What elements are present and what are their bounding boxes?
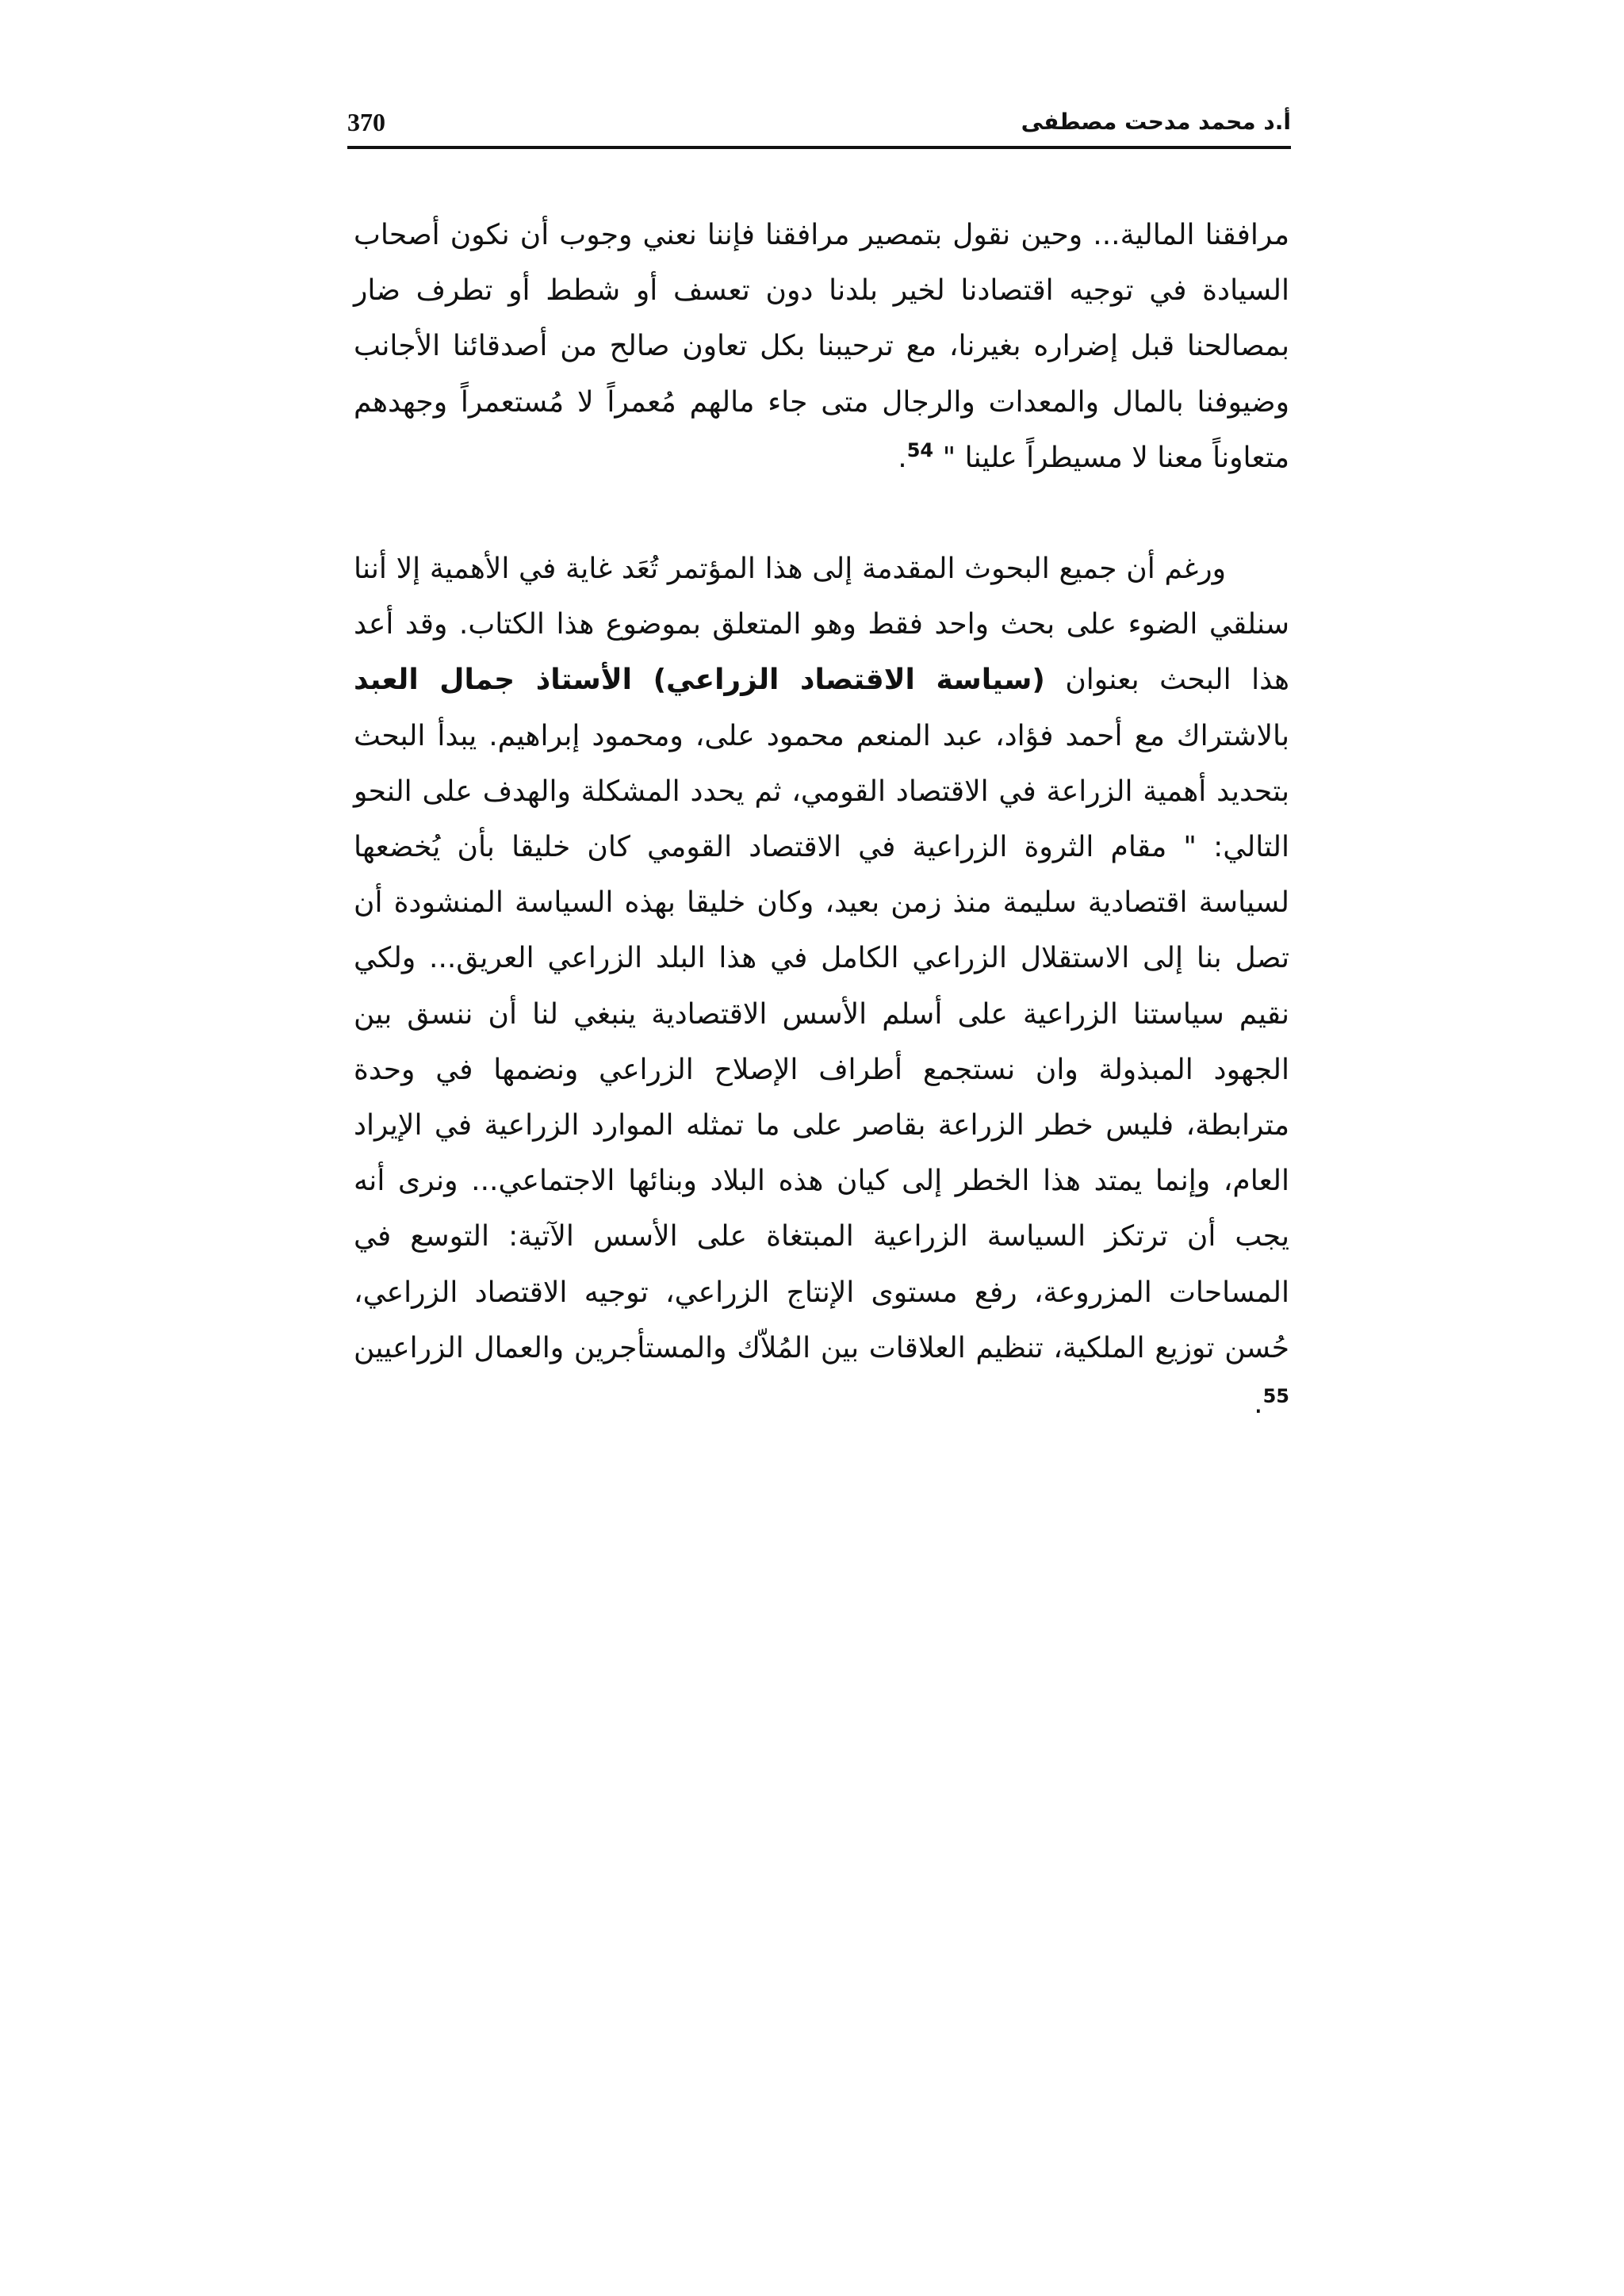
paragraph-research-summary [354, 541, 1289, 1432]
sentence-end: . [1254, 1387, 1263, 1421]
paragraph-text: مرافقنا المالية... وحين نقول بتمصير مرافقنا فإننا نعني وجوب أن نكون أصحاب السيادة في توجيه اقتصادنا لخير بلدنا دون تعسف أو شطط أو تطرف ضار بمصالحنا قبل إضراره بغيرنا، مع ترحيبنا بكل تعاون صالح من أصدقائنا الأجانب وضيوفنا بالمال والمعدات والرجال متى جاء مالهم مُعمراً لا مُستعمراً وجهدهم متعاوناً معنا لا مسيطراً علينا " [354, 219, 1289, 474]
body-text [354, 208, 1289, 1432]
sentence-end: . [898, 441, 907, 474]
research-title-bold: (سياسة الاقتصاد الزراعي) الأستاذ جمال العبد [354, 664, 1045, 697]
footnote-ref: 55 [1262, 1385, 1289, 1408]
running-header [347, 101, 1291, 146]
author-name: أ.د محمد مدحت مصطفى [1021, 109, 1291, 135]
header-rule [347, 146, 1291, 149]
footnote-ref: 54 [906, 438, 934, 461]
paragraph-text-part-1: ورغم أن جميع البحوث المقدمة إلى هذا المؤتمر تُعَد غاية في الأهمية إلا أننا سنلقي الضوء على بحث واحد فقط وهو المتعلق بموضوع هذا الكتاب. وقد أعد هذا البحث بعنوان [354, 553, 1289, 697]
page-number: 370 [347, 108, 385, 136]
paragraph-quote-continuation [354, 208, 1289, 486]
paragraph-text-part-2: بالاشتراك مع أحمد فؤاد، عبد المنعم محمود على، ومحمود إبراهيم. يبدأ البحث بتحديد أهمية الزراعة في الاقتصاد القومي، ثم يحدد المشكلة والهدف على النحو التالي: " مقام الثروة الزراعية في الاقتصاد القومي كان خليقا بأن يُخضعها لسياسة اقتصادية سليمة منذ زمن بعيد، وكان خليقا بهذه السياسة المنشودة أن تصل بنا إلى الاستقلال الزراعي الكامل في هذا البلد الزراعي العريق... ولكي نقيم سياستنا الزراعية على أسلم الأسس الاقتصادية ينبغي لنا أن ننسق بين الجهود المبذولة وان نستجمع أطراف الإصلاح الزراعي ونضمها في وحدة مترابطة، فليس خطر الزراعة بقاصر على ما تمثله الموارد الزراعية في الإيراد العام، وإنما يمتد هذا الخطر إلى كيان هذه البلاد وبنائها الاجتماعي... ونرى أنه يجب أن ترتكز السياسة الزراعية المبتغاة على الأسس الآتية: التوسع في المساحات المزروعة، رفع مستوى الإنتاج الزراعي، توجيه الاقتصاد الزراعي، حُسن توزيع الملكية، تنظيم العلاقات بين المُلاّك والمستأجرين والعمال الزراعيين [354, 719, 1289, 1364]
